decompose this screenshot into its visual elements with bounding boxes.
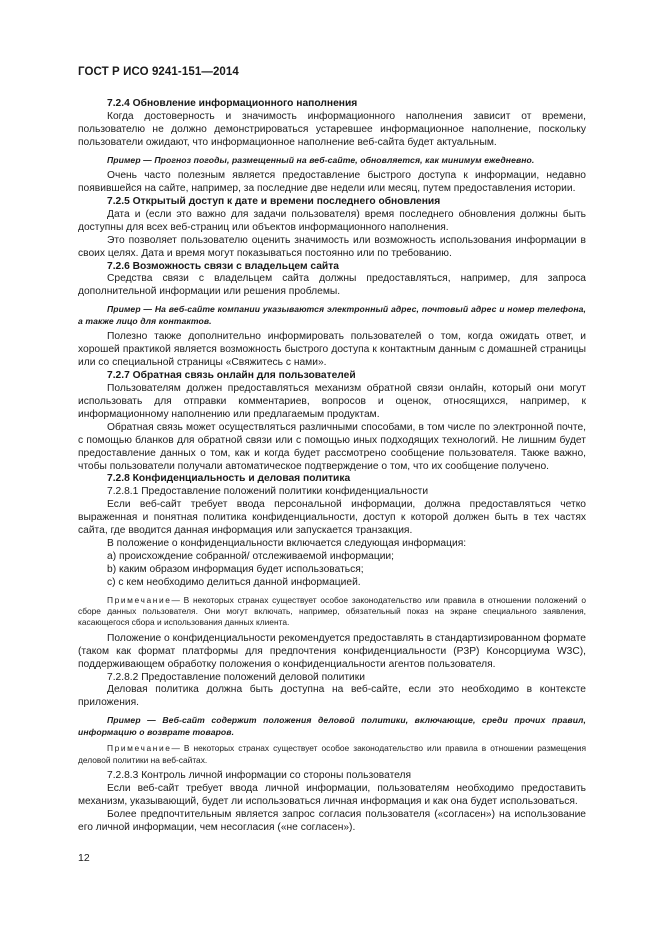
example-text: Пример — Веб-сайт содержит положения деловой политики, включающие, среди прочих правил, информацию о возврате товаров. xyxy=(78,715,586,737)
paragraph: Когда достоверность и значимость информационного наполнения зависит от времени, пользователю не должно демонстрироваться устаревшее информационное наполнение, поскольку пользователи ожидают, что информационное наполнение веб-сайта будет актуальным. xyxy=(78,110,586,148)
paragraph: Если веб-сайт требует ввода личной информации, пользователям необходимо предоставить механизм, указывающий, будет ли использоваться личная информация и как она будет использоваться. xyxy=(78,783,586,808)
list-item: c) с кем необходимо делиться данной информацией. xyxy=(107,576,361,588)
paragraph: Если веб-сайт требует ввода персональной информации, должна предоставляться четко выраженная и понятная политика конфиденциальности, доступ к которой должен быть в тех частях сайта, где вводится данная информация или запускается транзакция. xyxy=(78,499,586,537)
example-text: Пример — На веб-сайте компании указываются электронный адрес, почтовый адрес и номер телефона, а также лицо для контактов. xyxy=(78,304,586,326)
example-text: Пример — Прогноз погоды, размещенный на веб-сайте, обновляется, как минимум ежедневно. xyxy=(107,154,535,165)
note-text xyxy=(78,743,586,766)
section-heading-7-2-6: 7.2.6 Возможность связи с владельцем сайта xyxy=(107,260,339,272)
paragraph: Обратная связь может осуществляться различными способами, в том числе по электронной почте, с помощью бланков для обратной связи или с помощью иных подходящих технологий. Не лишним будет предоставление данных о том, как и когда будет рассмотрено сообщение пользователя. Также важно, чтобы пользователи получали автоматическое подтверждение о том, что их сообщение получено. xyxy=(78,421,586,472)
paragraph: Положение о конфиденциальности рекомендуется предоставлять в стандартизированном формате (таком как формат платформы для предпочтения конфиденциальности (P3P) Консорциума W3C), поддерживающем обработку положения о конфиденциальности агентов пользователя. xyxy=(78,632,586,670)
note-body: — В некоторых странах существует особое законодательство или правила в отношении размещения деловой политики на веб-сайтах. xyxy=(78,743,586,765)
note-label: Примечание xyxy=(107,594,172,605)
paragraph: Это позволяет пользователю оценить значимость или возможность использования информации в своих целях. Дата и время могут показываться постоянно или по требованию. xyxy=(78,234,586,259)
paragraph: Более предпочтительным является запрос согласия пользователя («согласен») на использование его личной информации, чем несогласия («не согласен»). xyxy=(78,808,586,833)
paragraph: Средства связи с владельцем сайта должны предоставляться, например, для запроса дополнительной информации или решения проблемы. xyxy=(78,273,586,298)
document-body xyxy=(78,98,586,835)
paragraph: Пользователям должен предоставляться механизм обратной связи онлайн, который они могут использовать для отправки комментариев, вопросов и оценок, относящихся, например, к информационному наполнению или предлагаемым продуктам. xyxy=(78,383,586,420)
paragraph: Полезно также дополнительно информировать пользователей о том, когда ожидать ответ, и хорошей практикой является возможность быстрого доступа к контактным данным с домашней страницы или со специальной страницы «Свяжитесь с нами». xyxy=(78,331,586,369)
subsection-heading-7-2-8-3: 7.2.8.3 Контроль личной информации со стороны пользователя xyxy=(107,770,412,782)
list-item: a) происхождение собранной/ отслеживаемой информации; xyxy=(107,550,395,562)
paragraph: Деловая политика должна быть доступна на веб-сайте, если это необходимо в контексте приложения. xyxy=(78,684,586,709)
list-item: b) каким образом информация будет использоваться; xyxy=(107,563,364,575)
subsection-heading-7-2-8-2: 7.2.8.2 Предоставление положений деловой политики xyxy=(107,671,365,683)
paragraph: В положение о конфиденциальности включается следующая информация: xyxy=(107,537,467,549)
section-heading-7-2-5: 7.2.5 Открытый доступ к дате и времени последнего обновления xyxy=(107,196,441,208)
paragraph: Дата и (если это важно для задачи пользователя) время последнего обновления должны быть доступны для всех веб-страниц или объектов информационного наполнения. xyxy=(78,208,586,233)
section-heading-7-2-8: 7.2.8 Конфиденциальность и деловая политика xyxy=(107,473,351,485)
paragraph: Очень часто полезным является предоставление быстрого доступа к информации, недавно появившейся на сайте, например, за последние две недели или месяц, путем предоставления истории. xyxy=(78,170,586,195)
section-heading-7-2-7: 7.2.7 Обратная связь онлайн для пользователей xyxy=(107,370,356,382)
note-body: — В некоторых странах существует особое законодательство или правила в отношении положений о сборе данных пользователя. Они могут включать, например, обязательный показ на экране специального заявления, касающегося сбора и использования данных клиента. xyxy=(78,594,586,628)
document-header: ГОСТ Р ИСО 9241-151—2014 xyxy=(78,66,239,78)
note-label: Примечание xyxy=(107,743,172,754)
section-heading-7-2-4: 7.2.4 Обновление информационного наполнения xyxy=(107,98,358,109)
subsection-heading-7-2-8-1: 7.2.8.1 Предоставление положений политики конфиденциальности xyxy=(107,486,429,498)
page-number: 12 xyxy=(78,852,90,864)
note-text xyxy=(78,595,586,629)
